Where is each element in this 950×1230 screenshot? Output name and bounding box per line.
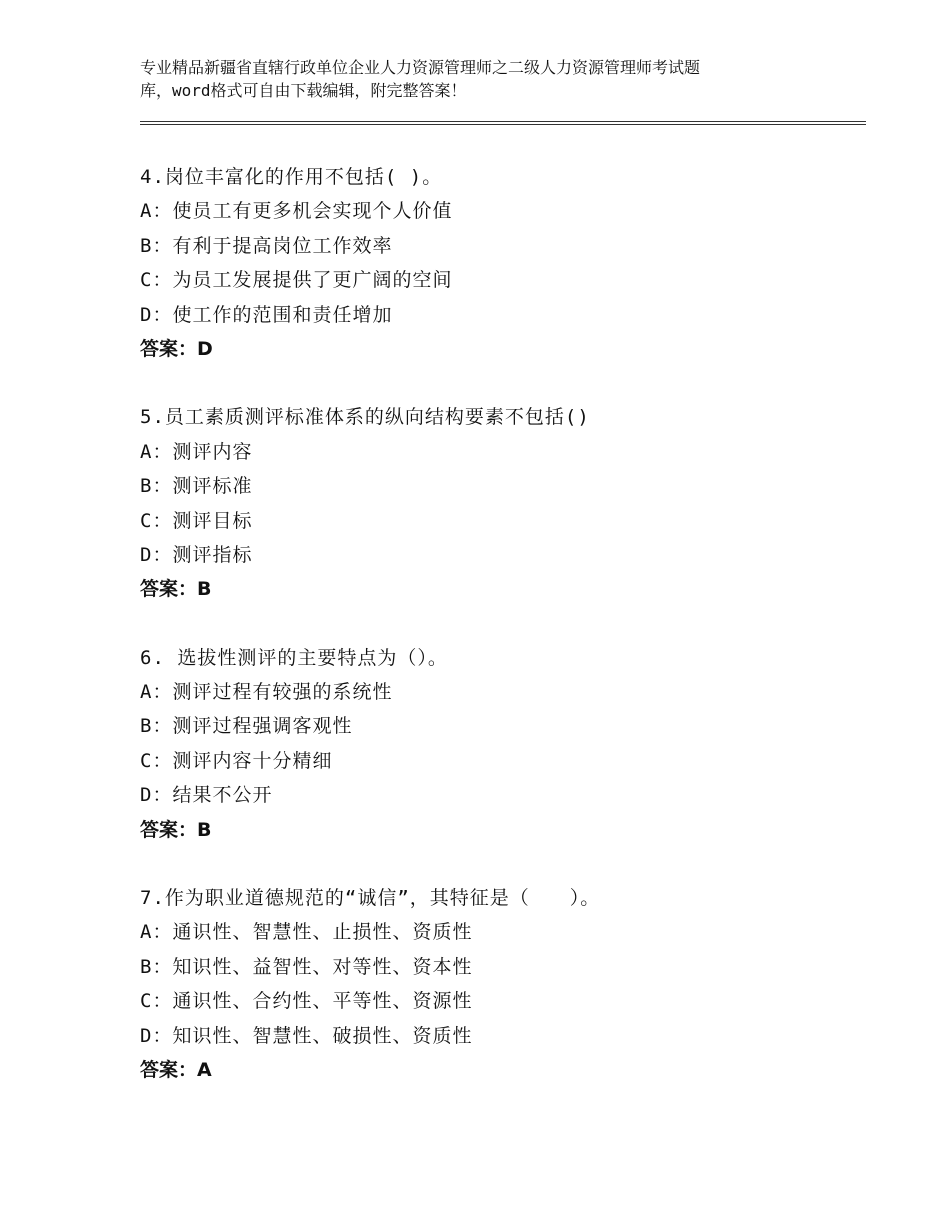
question-7	[140, 881, 860, 1087]
question-5	[140, 400, 860, 606]
question-6	[140, 641, 860, 847]
question-4	[140, 160, 860, 366]
answer-label: 答案：D	[140, 337, 213, 360]
option-a: A：测评内容	[140, 440, 253, 463]
answer-label: 答案：A	[140, 1058, 212, 1081]
header-title-line-1: 专业精品新疆省直辖行政单位企业人力资源管理师之二级人力资源管理师考试题	[140, 58, 701, 77]
option-a: A：使员工有更多机会实现个人价值	[140, 200, 453, 223]
question-stem: 6. 选拔性测评的主要特点为（）。	[140, 646, 448, 669]
header-title-line-2: 库，word格式可自由下载编辑，附完整答案！	[140, 81, 467, 100]
header-divider-top	[140, 121, 866, 122]
header-divider-bottom	[140, 124, 866, 125]
option-a: A：通识性、智慧性、止损性、资质性	[140, 921, 473, 944]
option-c: C：为员工发展提供了更广阔的空间	[140, 269, 453, 292]
option-d: D：测评指标	[140, 543, 253, 566]
answer-label: 答案：B	[140, 578, 212, 601]
answer-label: 答案：B	[140, 818, 212, 841]
option-b: B：知识性、益智性、对等性、资本性	[140, 955, 473, 978]
option-b: B：测评过程强调客观性	[140, 715, 353, 738]
option-d: D：结果不公开	[140, 784, 273, 807]
document-header	[140, 56, 820, 102]
option-d: D：使工作的范围和责任增加	[140, 303, 393, 326]
option-b: B：有利于提高岗位工作效率	[140, 234, 393, 257]
question-list	[140, 160, 860, 1121]
question-stem: 4.岗位丰富化的作用不包括( )。	[140, 166, 443, 188]
question-stem: 5.员工素质测评标准体系的纵向结构要素不包括()	[140, 406, 590, 429]
option-c: C：测评目标	[140, 509, 253, 532]
option-d: D：知识性、智慧性、破损性、资质性	[140, 1024, 473, 1047]
option-c: C：测评内容十分精细	[140, 749, 333, 772]
question-stem: 7.作为职业道德规范的“诚信”，其特征是（ ）。	[140, 887, 601, 910]
option-a: A：测评过程有较强的系统性	[140, 681, 393, 704]
option-c: C：通识性、合约性、平等性、资源性	[140, 990, 473, 1013]
option-b: B：测评标准	[140, 475, 253, 498]
